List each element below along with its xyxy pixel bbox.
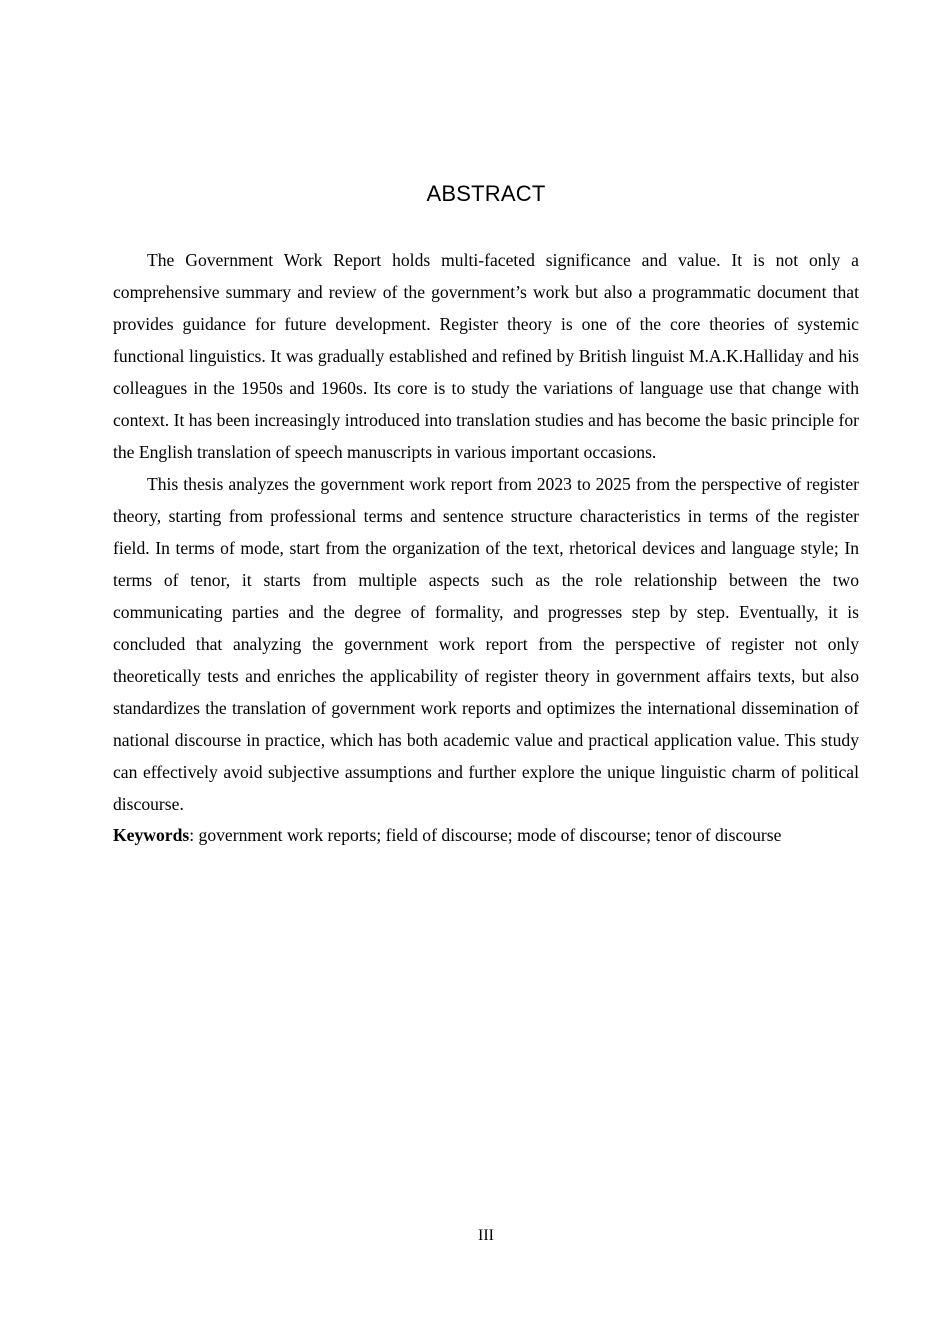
abstract-paragraph-2: This thesis analyzes the government work report from 2023 to 2025 from the perspective of register theory, starting from professional terms and sentence structure characteristics in terms of the register field. In terms of mode, start from the organization of the text, rhetorical devices and language style; In terms of tenor, it starts from multiple aspects such as the role relationship between the two communicating parties and the degree of formality, and progresses step by step. Eventually, it is concluded that analyzing the government work report from the perspective of register not only theoretically tests and enriches the applicability of register theory in government affairs texts, but also standardizes the translation of government work reports and optimizes the international dissemination of national discourse in practice, which has both academic value and practical application value. This study can effectively avoid subjective assumptions and further explore the unique linguistic charm of political discourse.: [113, 474, 859, 814]
abstract-body: [113, 244, 859, 851]
page-number: III: [478, 1227, 494, 1244]
abstract-paragraph-1: The Government Work Report holds multi-faceted significance and value. It is not only a comprehensive summary and review of the government’s work but also a programmatic document that provides guidance for future development. Register theory is one of the core theories of systemic functional linguistics. It was gradually established and refined by British linguist M.A.K.Halliday and his colleagues in the 1950s and 1960s. Its core is to study the variations of language use that change with context. It has been increasingly introduced into translation studies and has become the basic principle for the English translation of speech manuscripts in various important occasions.: [113, 250, 859, 462]
keywords-separator: :: [189, 825, 195, 845]
abstract-title: ABSTRACT: [426, 181, 546, 206]
keywords-label: Keywords: [113, 825, 190, 845]
keywords-line: [113, 820, 859, 851]
keywords-text: government work reports; field of discourse; mode of discourse; tenor of discourse: [198, 825, 782, 845]
